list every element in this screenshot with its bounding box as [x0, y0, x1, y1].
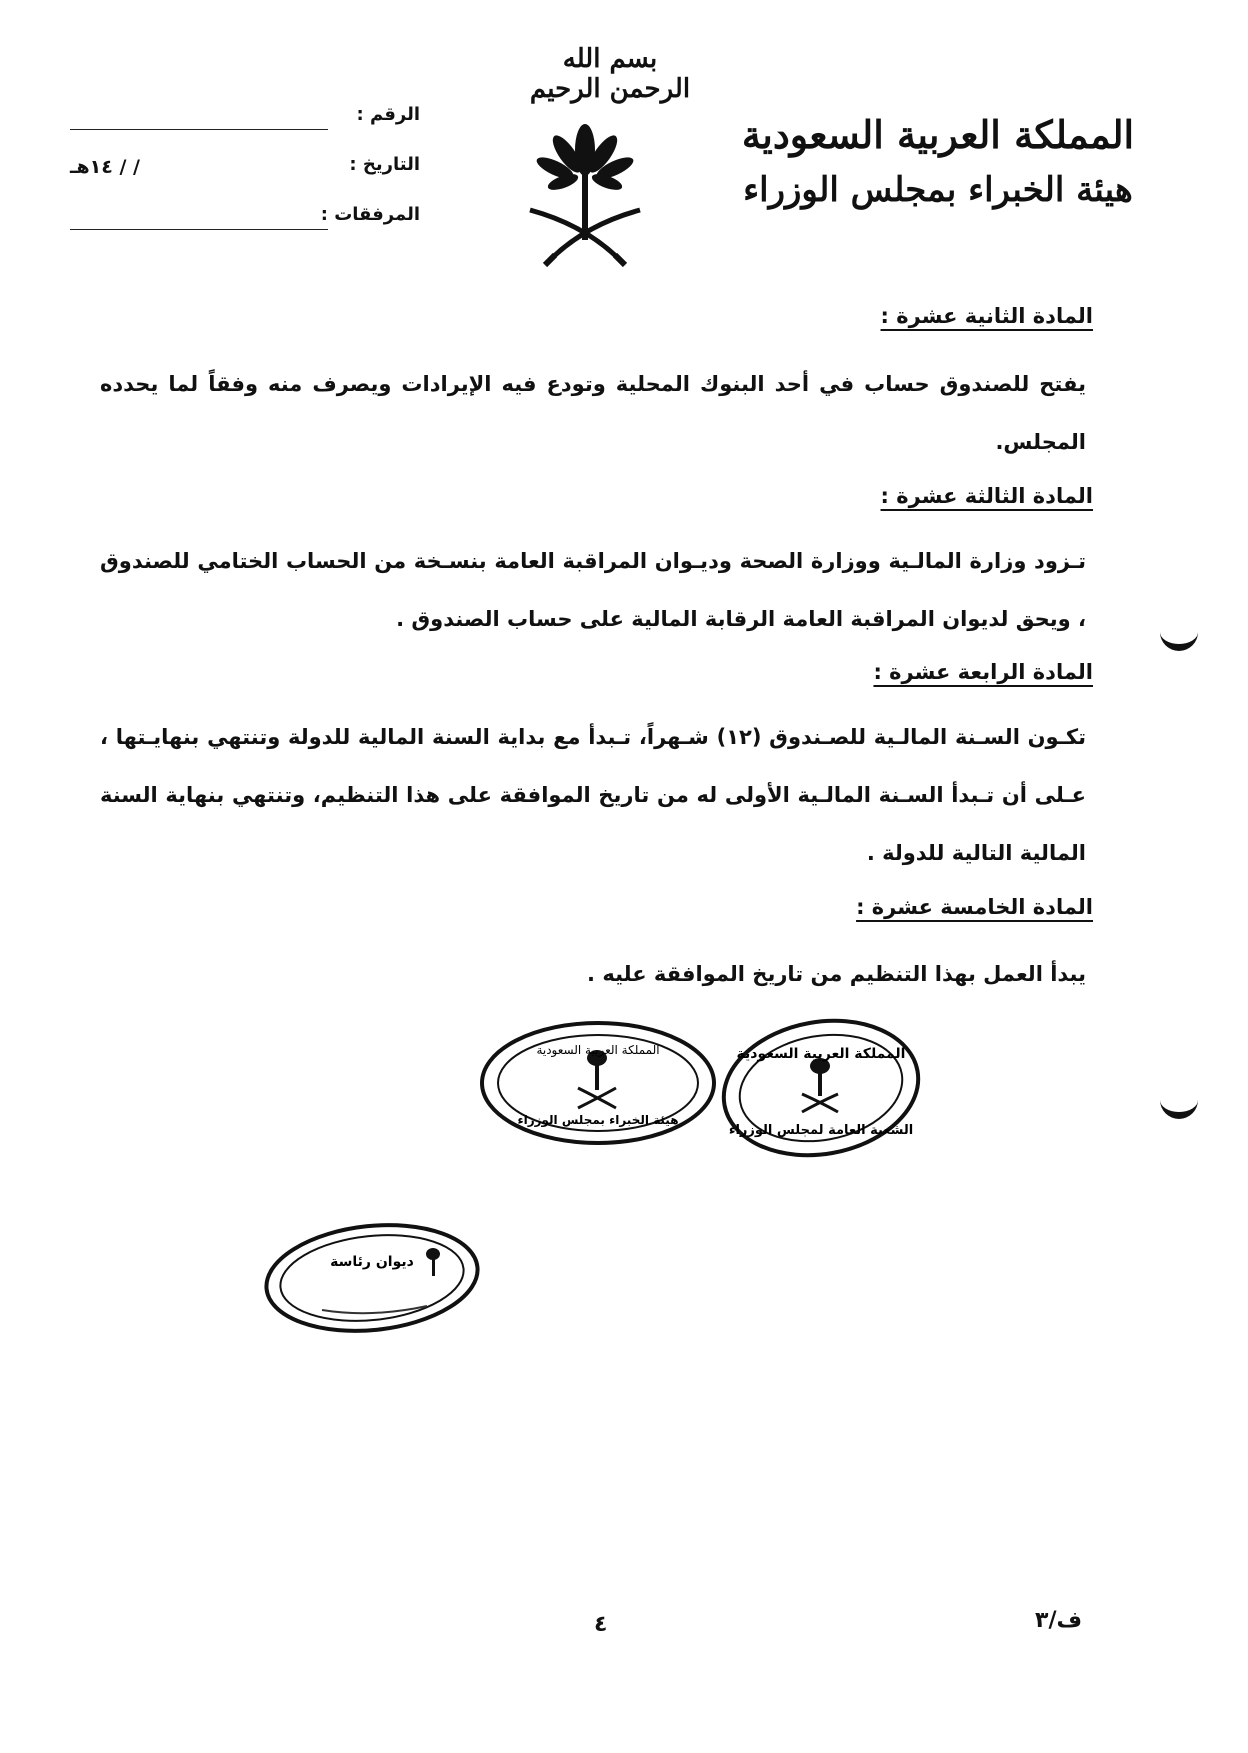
document-reference: ف/٣: [1035, 1608, 1083, 1633]
article-15-heading: المادة الخامسة عشرة :: [856, 895, 1093, 919]
margin-mark: [1160, 622, 1198, 651]
date-label: التاريخ :: [349, 154, 420, 175]
attachments-line: [70, 229, 328, 230]
number-field: [60, 104, 420, 138]
date-value: / / ١٤هـ: [70, 156, 140, 178]
stamp-3-text: ديوان رئاسة: [330, 1254, 414, 1270]
date-field: [60, 154, 420, 188]
stamp-2-top-text: المملكة العربية السعودية: [736, 1046, 906, 1062]
basmala: بسم الله الرحمن الرحيم: [529, 44, 691, 104]
number-line: [70, 129, 328, 130]
article-13-text: تـزود وزارة المالـية ووزارة الصحة وديـوان المراقبة العامة بنسـخة من الحساب الختامي للصندوق ، ويحق لديوان المراقبة العامة الرقابة المالية على حساب الصندوق .: [100, 549, 1086, 631]
org-subtitle: هيئة الخبراء بمجلس الوزراء: [743, 170, 1133, 210]
margin-mark: [1160, 1090, 1198, 1119]
article-12-heading: المادة الثانية عشرة :: [880, 304, 1093, 328]
emblem-icon: [525, 110, 645, 280]
number-label: الرقم :: [356, 104, 420, 125]
page-number: ٤: [594, 1612, 608, 1637]
stamp-1-top-text: المملكة العربية السعودية: [536, 1043, 660, 1057]
org-name: المملكة العربية السعودية: [741, 112, 1135, 157]
attachments-label: المرفقات :: [320, 204, 420, 225]
stamp-1-bottom-text: هيئة الخبراء بمجلس الوزراء: [517, 1113, 679, 1127]
attachments-field: [60, 204, 420, 238]
stamp-2-bottom-text: الشعبة العامة لمجلس الوزراء: [728, 1123, 914, 1138]
cabinet-secretariat-seal-stamp: [718, 1018, 924, 1158]
council-experts-seal-stamp: [478, 1018, 718, 1148]
article-15-text: يبدأ العمل بهذا التنظيم من تاريخ الموافقة عليه .: [587, 962, 1086, 986]
article-14-text: تكـون السـنة المالـية للصـندوق (١٢) شـهراً، تـبدأ مع بداية السنة المالية للدولة وتنتهي بنهايـتها ، عـلى أن تـبدأ السـنة المالـية الأولى له من تاريخ الموافقة على هذا التنظيم، وتنتهي بنهاية السنة المالية التالية للدولة .: [100, 725, 1086, 865]
article-12-text: يفتح للصندوق حساب في أحد البنوك المحلية وتودع فيه الإيرادات ويصرف منه وفقاً لما يحدده المجلس.: [100, 372, 1086, 454]
royal-court-seal-stamp: [262, 1218, 482, 1338]
article-13-heading: المادة الثالثة عشرة :: [880, 484, 1093, 508]
article-14-heading: المادة الرابعة عشرة :: [873, 660, 1093, 684]
